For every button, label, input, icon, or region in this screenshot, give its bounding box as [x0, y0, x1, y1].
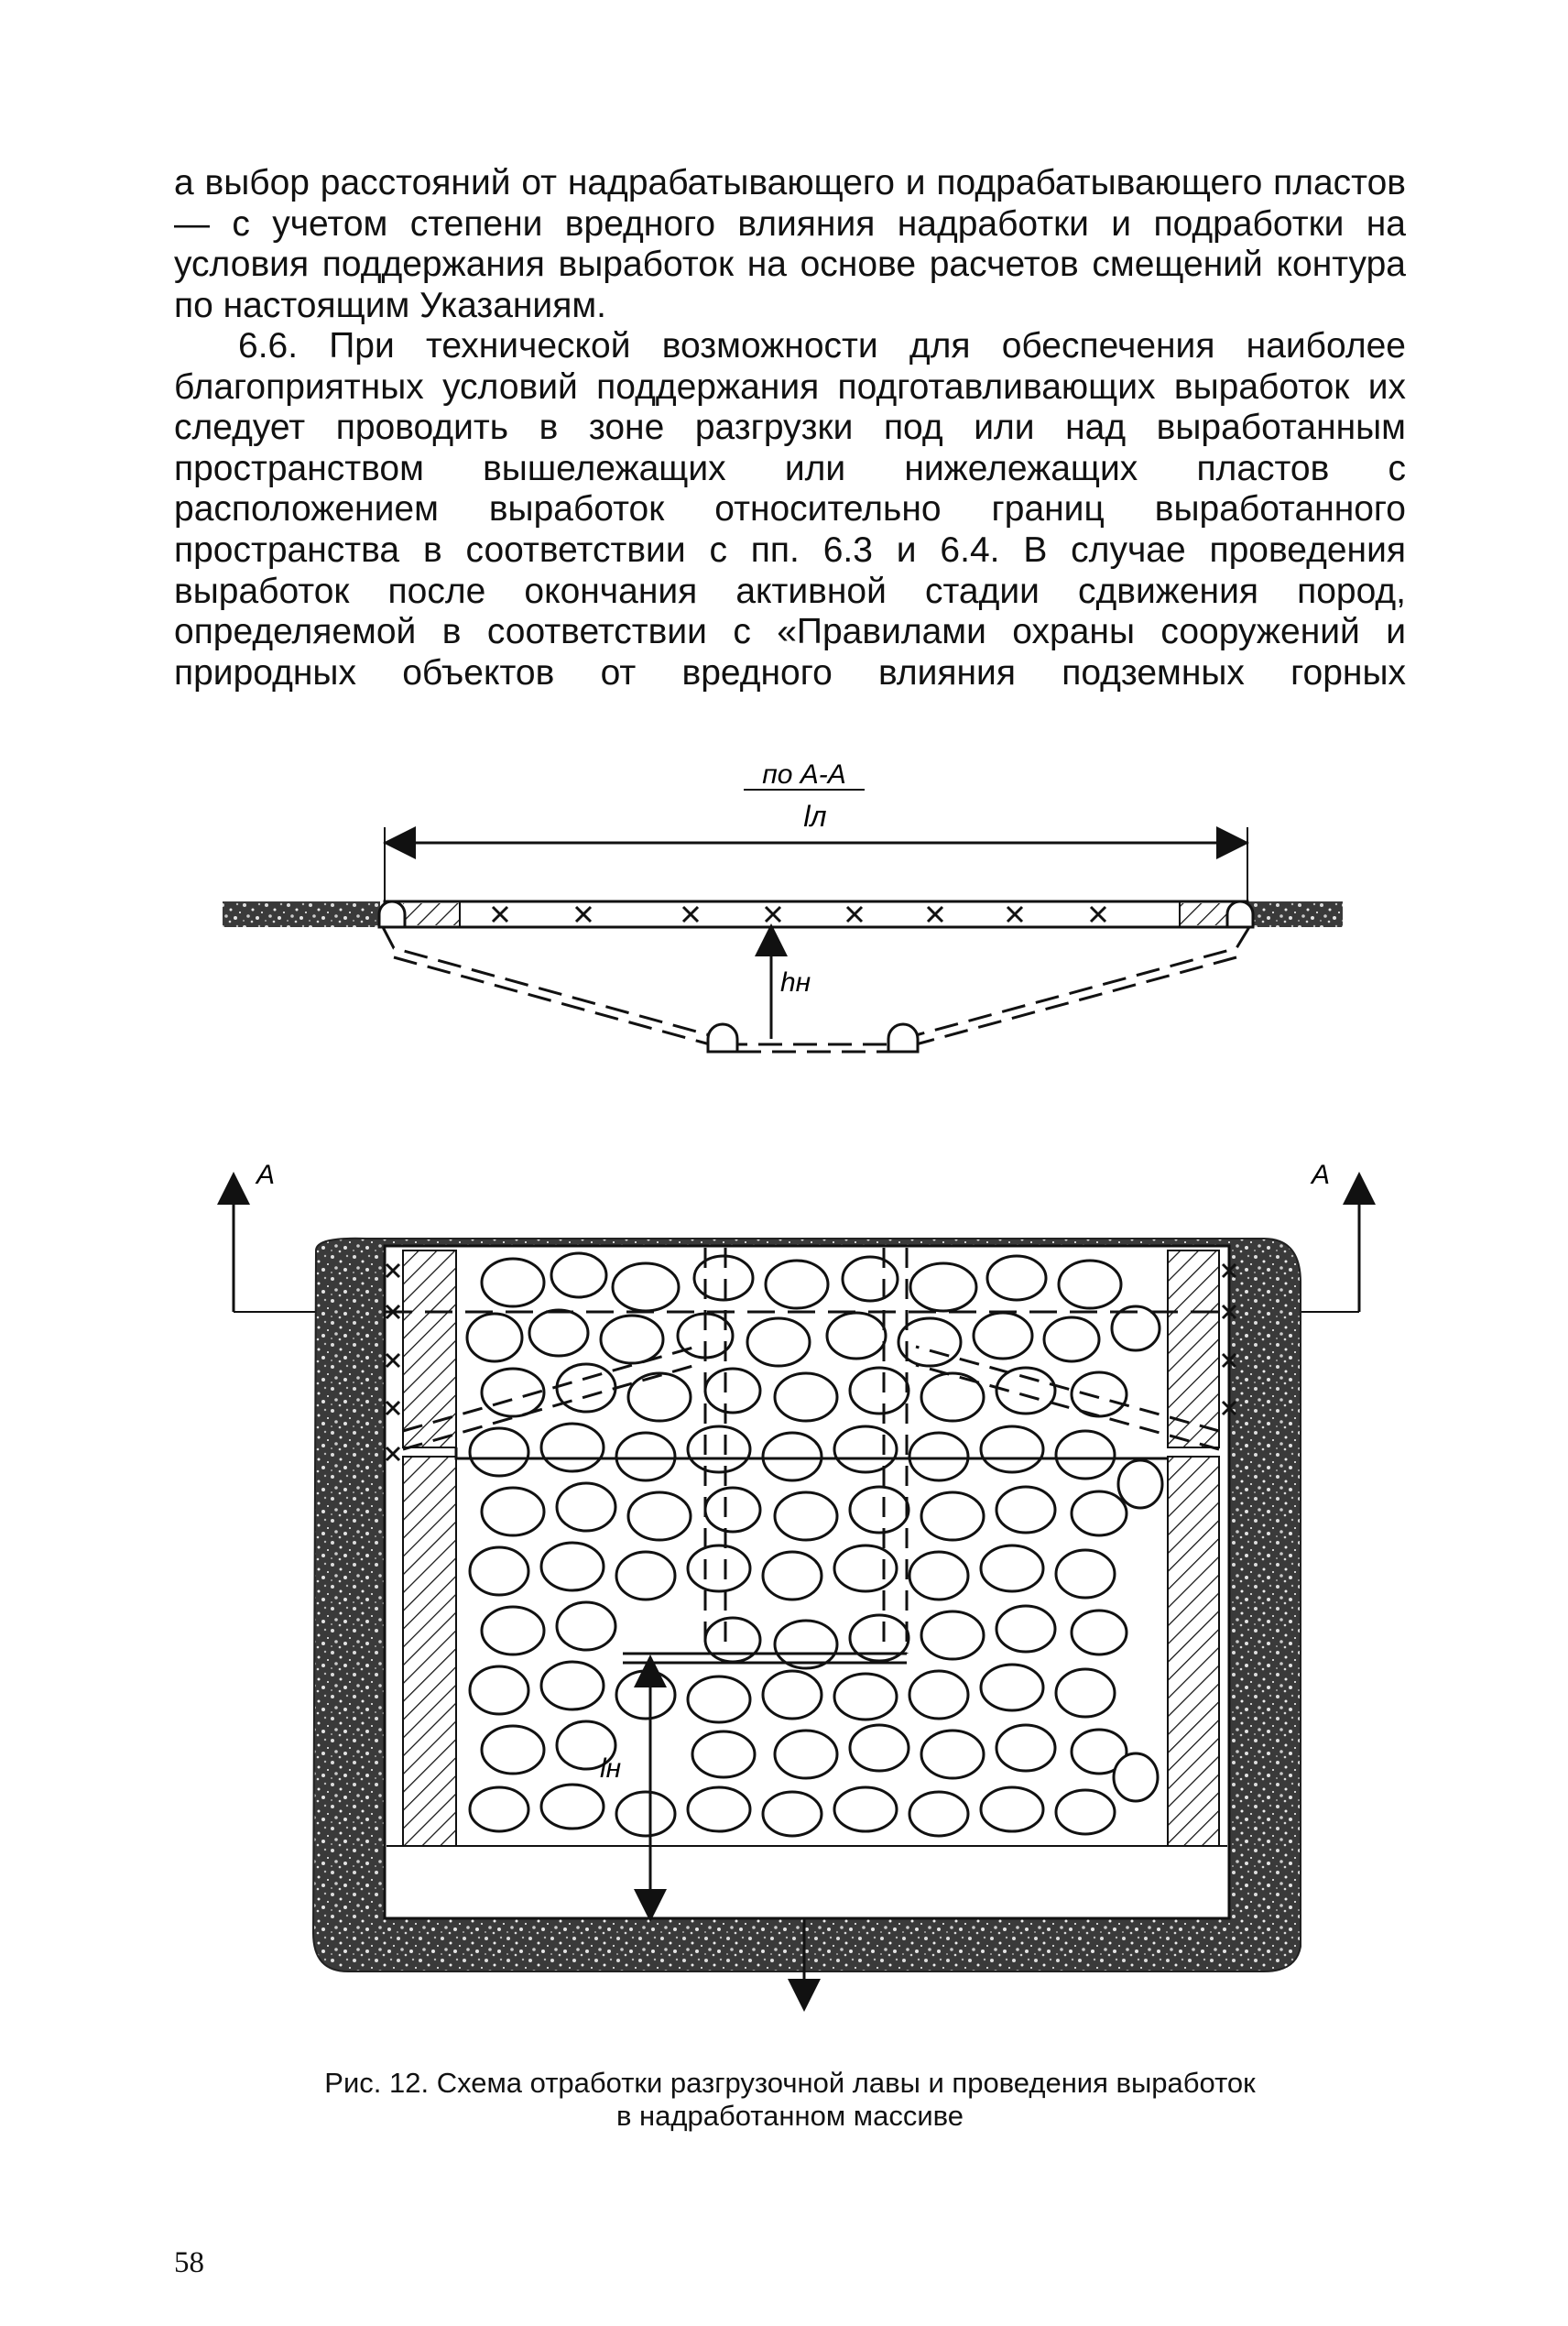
section-marker-right: А	[1312, 1160, 1331, 1190]
paragraph-1-text: а выбор расстояний от надрабатывающего и подрабатывающего пластов — с учетом степени вредного влияния надработки и подработки на условия поддержания выработок на основе расчетов смещений контура по настоящим Указаниям.	[174, 163, 1406, 325]
page-number: 58	[174, 2246, 204, 2279]
label-l-n: lн	[600, 1753, 622, 1784]
section-marker-left: А	[256, 1160, 276, 1190]
caption-line-2: в надработанном массиве	[615, 2100, 964, 2132]
label-l-lava: lл	[803, 800, 827, 833]
figure-caption	[174, 2067, 1406, 2133]
plan-view	[234, 1160, 1359, 2006]
label-h-n: hн	[780, 967, 811, 998]
caption-line-1: Рис. 12. Схема отработки разгрузочной лавы и проведения выработок	[324, 2067, 1256, 2099]
section-view	[223, 759, 1343, 1052]
paragraph-2-text: 6.6. При технической возможности для обеспечения наиболее благоприятных условий поддержания подготавливающих выработок их следует проводить в зоне разгрузки под или над выработанным пространством вышележащих или нижележащих пластов с расположением выработок относительно границ выработанного пространства в соответствии с пп. 6.3 и 6.4. В случае проведения выработок после окончания активной стадии сдвижения пород, определяемой в соответствии с «Правилами охраны сооружений и природных объектов от вредного влияния подземных горных	[174, 326, 1406, 693]
section-title: по А-А	[762, 759, 846, 790]
